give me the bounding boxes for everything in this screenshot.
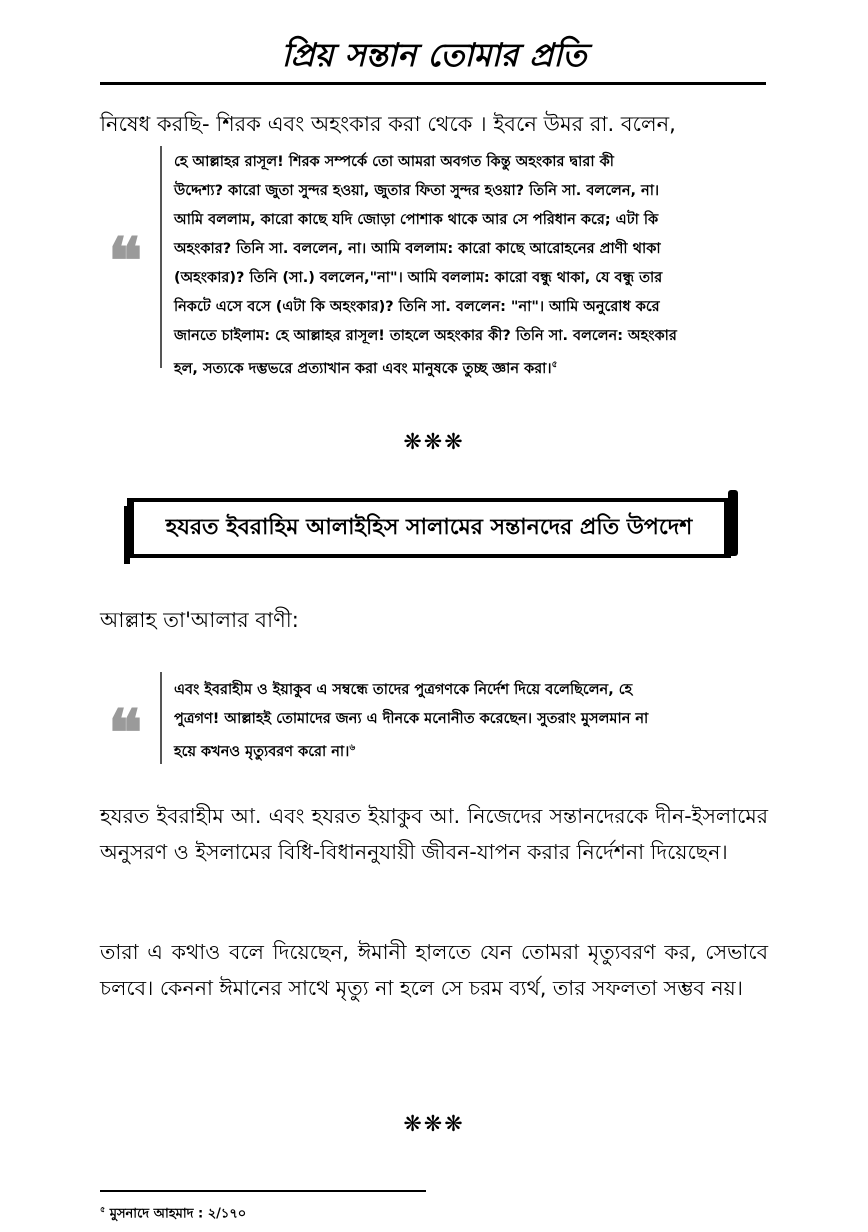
quote-line: আমি বললাম, কারো কাছে যদি জোড়া পোশাক থাকে আর সে পরিধান করে; এটা কি: [174, 212, 659, 228]
verse-intro: আল্লাহ তা'আলার বাণী:: [100, 608, 299, 632]
quote-line: এবং ইবরাহীম ও ইয়াকুব এ সম্বন্ধে তাদের পুত্রগণকে নির্দেশ দিয়ে বলেছিলেন, হে: [174, 682, 633, 698]
quote-line: (অহংকার)? তিনি (সা.) বললেন,"না"। আমি বললাম: কারো বন্ধু থাকা, যে বন্ধু তার: [174, 270, 663, 286]
lead-line: নিষেধ করছি- শিরক এবং অহংকার করা থেকে । ইবনে উমর রা. বলেন,: [100, 112, 676, 136]
quote-block-verse: [174, 676, 768, 767]
body-paragraph: হযরত ইবরাহীম আ. এবং হযরত ইয়াকুব আ. নিজেদের সন্তানদেরকে দীন-ইসলামের অনুসরণ ও ইসলামের বিধি-বিধাননুযায়ী জীবন-যাপন করার নির্দেশনা দিয়েছেন।: [100, 804, 768, 864]
quote-line: [174, 351, 768, 384]
footnote-marker: ৫: [100, 1205, 106, 1214]
header-divider: [100, 82, 766, 85]
footnote-ref: ৫: [551, 360, 558, 370]
footnote-ref: ৬: [349, 743, 356, 753]
quote-bar: [160, 672, 162, 764]
quote-line: অহংকার? তিনি সা. বললেন, না। আমি বললাম: কারো কাছে আরোহনের প্রাণী থাকা: [174, 241, 661, 257]
quote-icon: ❝: [108, 696, 143, 771]
section-banner: [127, 498, 731, 558]
section-separator: ❋❋❋: [403, 1112, 465, 1137]
footnote-text: মুসনাদে আহমাদ : ২/১৭০: [109, 1206, 247, 1222]
quote-line: জানতে চাইলাম: হে আল্লাহর রাসূল! তাহলে অহংকার কী? তিনি সা. বললেন: অহংকার: [174, 328, 677, 344]
quote-line-text: হয়ে কখনও মৃত্যুবরণ করো না।: [174, 743, 350, 760]
banner-left-scroll: [124, 506, 130, 564]
footnote-divider: [100, 1190, 426, 1192]
section-separator: ❋❋❋: [403, 430, 465, 455]
footnote: [100, 1204, 246, 1225]
banner-title: হযরত ইবরাহিম আলাইহিস সালামের সন্তানদের প্রতি উপদেশ: [165, 514, 693, 540]
quote-line: উদ্দেশ্য? কারো জুতা সুন্দর হওয়া, জুতার ফিতা সুন্দর হওয়া? তিনি সা. বললেন, না।: [174, 183, 660, 199]
quote-line-text: হল, সত্যকে দম্ভভরে প্রত্যাখান করা এবং মানুষকে তুচ্ছ জ্ঞান করা।: [174, 360, 552, 377]
quote-bar: [160, 146, 162, 368]
quote-icon: ❝: [108, 224, 143, 299]
quote-line: পুত্রগণ! আল্লাহই তোমাদের জন্য এ দীনকে মনোনীত করেছেন। সুতরাং মুসলমান না: [174, 711, 649, 727]
quote-block-ibn-umar: [174, 148, 768, 384]
quote-line: হে আল্লাহর রাসূল! শিরক সম্পর্কে তো আমরা অবগত কিন্তু অহংকার দ্বারা কী: [174, 154, 614, 170]
page-header-title: প্রিয় সন্তান তোমার প্রতি: [281, 36, 587, 74]
quote-line: [174, 734, 768, 767]
banner-right-scroll: [728, 490, 738, 556]
quote-line: নিকটে এসে বসে (এটা কি অহংকার)? তিনি সা. বললেন: "না"। আমি অনুরোধ করে: [174, 299, 660, 315]
body-paragraph: তারা এ কথাও বলে দিয়েছেন, ঈমানী হালতে যেন তোমরা মৃত্যুবরণ কর, সেভাবে চলবে। কেননা ঈমানের সাথে মৃত্যু না হলে সে চরম ব্যর্থ, তার সফলতা সম্ভব নয়।: [100, 940, 768, 1000]
